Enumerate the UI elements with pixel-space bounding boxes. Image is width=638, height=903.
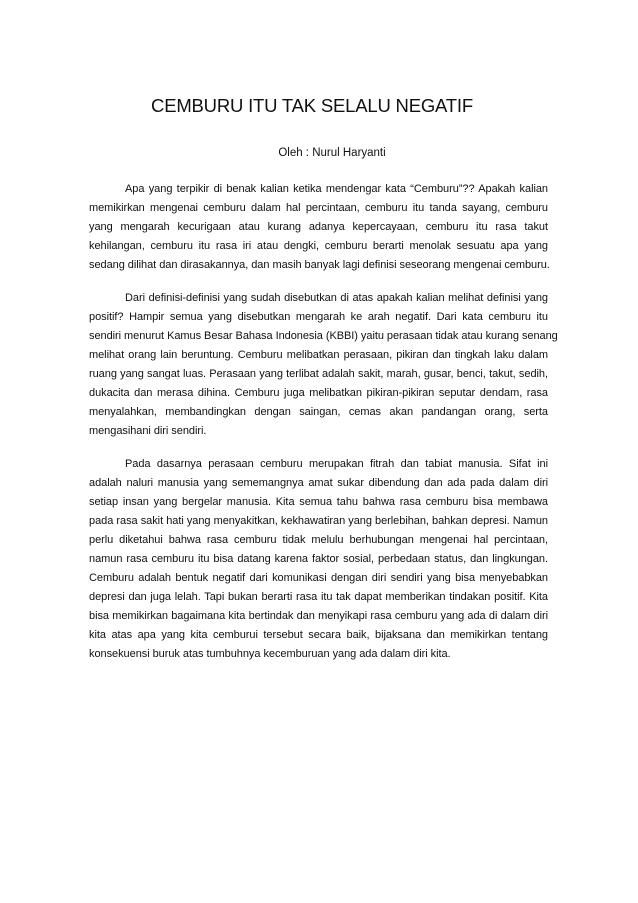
paragraph-line: menyalahkan, membandingkan dengan saingan, cemas akan pandangan orang, serta xyxy=(89,406,548,418)
paragraph-line: dukacita dan merasa dihina. Cemburu juga melibatkan pikiran-pikiran seputar dendam, rasa xyxy=(89,387,548,399)
paragraph-line: mengasihani diri sendiri. xyxy=(89,425,207,437)
paragraph-line: Dari definisi-definisi yang sudah disebutkan di atas apakah kalian melihat definisi yang xyxy=(125,292,548,304)
paragraph-line: yang mengarah kecurigaan atau kurang adanya kepercayaan, cemburu itu rasa takut xyxy=(89,221,548,233)
author-text: Oleh : Nurul Haryanti xyxy=(278,147,386,159)
paragraph-line: namun rasa cemburu itu bisa datang karena faktor sosial, perbedaan status, dan lingkungan. xyxy=(89,553,548,565)
paragraph-line: sedang dilihat dan dirasakannya, dan masih banyak lagi definisi seseorang mengenai cemburu. xyxy=(89,259,550,271)
paragraph-line: setiap insan yang bergelar manusia. Kita semua tahu bahwa rasa cemburu bisa membawa xyxy=(89,496,548,508)
paragraph-line: perlu diketahui bahwa rasa cemburu tidak melulu berhubungan mengenai hal percintaan, xyxy=(89,534,548,546)
paragraph-line: ruang yang sangat luas. Perasaan yang terlibat adalah sakit, marah, gusar, benci, takut, sedih, xyxy=(89,368,548,380)
paragraph-line: sendiri menurut Kamus Besar Bahasa Indonesia (KBBI) yaitu perasaan tidak atau kurang senang xyxy=(89,330,558,342)
paragraph-line: bisa memikirkan bagaimana kita bertindak dan menyikapi rasa cemburu yang ada di dalam diri xyxy=(89,610,548,622)
paragraph-3 xyxy=(89,455,548,664)
paragraph-line: memikirkan mengenai cemburu dalam hal percintaan, cemburu itu tanda sayang, cemburu xyxy=(89,202,548,214)
paragraph-line: Cemburu adalah bentuk negatif dari komunikasi dengan diri sendiri yang bisa menyebabkan xyxy=(89,572,548,584)
document-title-text: CEMBURU ITU TAK SELALU NEGATIF xyxy=(151,95,473,116)
paragraph-line: kehilangan, cemburu itu rasa iri atau dengki, cemburu berarti menolak sesuatu apa yang xyxy=(89,240,548,252)
paragraph-line: Pada dasarnya perasaan cemburu merupakan fitrah dan tabiat manusia. Sifat ini xyxy=(125,458,548,470)
paragraph-line: adalah naluri manusia yang sememangnya amat sukar dibendung dan ada pada dalam diri xyxy=(89,477,548,489)
author-line xyxy=(0,145,638,161)
paragraph-line: konsekuensi buruk atas tumbuhnya kecemburuan yang ada dalam diri kita. xyxy=(89,648,451,660)
paragraph-line: kita atas apa yang kita cemburui tersebut secara baik, bijaksana dan memikirkan tentang xyxy=(89,629,548,641)
paragraph-line: positif? Hampir semua yang disebutkan mengarah ke arah negatif. Dari kata cemburu itu xyxy=(89,311,548,323)
document-body xyxy=(89,180,558,678)
paragraph-line: pada rasa sakit hati yang menyakitkan, kekhawatiran yang berlebihan, bahkan depresi. Namun xyxy=(89,515,548,527)
paragraph-line: melihat orang lain beruntung. Cemburu melibatkan perasaan, pikiran dan tingkah laku dalam xyxy=(89,349,548,361)
paragraph-2 xyxy=(89,289,558,441)
paragraph-line: Apa yang terpikir di benak kalian ketika mendengar kata “Cemburu”?? Apakah kalian xyxy=(125,183,548,195)
document-title xyxy=(0,95,638,117)
paragraph-line: depresi dan juga lelah. Tapi bukan berarti rasa itu tak dapat memberikan tindakan positif. Kita xyxy=(89,591,548,603)
paragraph-1 xyxy=(89,180,548,275)
